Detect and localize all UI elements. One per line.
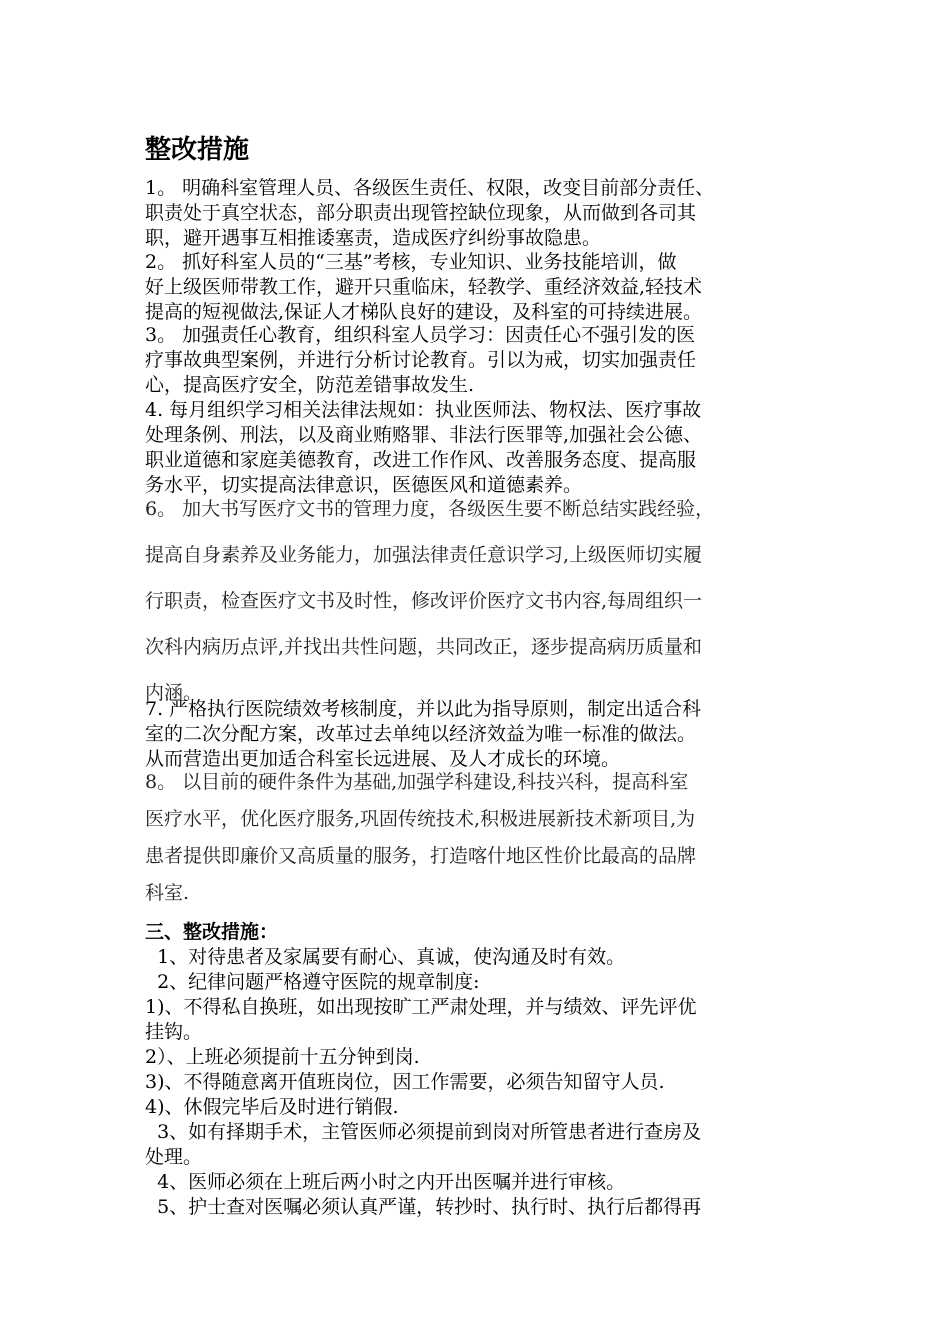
section-3-line: 处理。 [145, 1146, 203, 1168]
item-3-line: 疗事故典型案例，并进行分析讨论教育。引以为戒，切实加强责任 [145, 349, 697, 371]
item-7-paragraph [145, 697, 825, 772]
item-3-line: 心，提高医疗安全，防范差错事故发生. [145, 374, 475, 396]
item-4-line: 4. 每月组织学习相关法律法规如：执业医师法、物权法、医疗事故 [145, 399, 702, 421]
item-3-line: 3。 加强责任心教育，组织科室人员学习：因责任心不强引发的医 [145, 324, 696, 346]
item-6-line: 提高自身素养及业务能力，加强法律责任意识学习,上级医师切实履 [145, 544, 703, 566]
page-title: 整改措施 [145, 135, 250, 165]
item-1-line: 职责处于真空状态，部分职责出现管控缺位现象，从而做到各司其 [145, 202, 697, 224]
item-4-line: 处理条例、刑法，以及商业贿赂罪、非法行医罪等,加强社会公德、 [145, 424, 703, 446]
item-3-paragraph [145, 323, 825, 398]
item-1-paragraph [145, 176, 825, 251]
item-7-line: 7. 严格执行医院绩效考核制度，并以此为指导原则，制定出适合科 [145, 698, 702, 720]
item-2-paragraph [145, 250, 825, 325]
item-8-line: 患者提供即廉价又高质量的服务，打造喀什地区性价比最高的品牌 [145, 845, 697, 867]
section-3-line: 2、纪律问题严格遵守医院的规章制度: [145, 971, 480, 993]
section-3-line: 3、如有择期手术，主管医师必须提前到岗对所管患者进行查房及 [145, 1121, 702, 1143]
section-3-line: 1、对待患者及家属要有耐心、真诚，使沟通及时有效。 [145, 946, 626, 968]
section-3-line: 1)、不得私自换班，如出现按旷工严肃处理，并与绩效、评先评优 [145, 996, 697, 1018]
item-6-paragraph [145, 497, 825, 706]
item-6-line: 次科内病历点评,并找出共性问题，共同改正，逐步提高病历质量和 [145, 636, 703, 658]
item-2-line: 2。 抓好科室人员的“三基”考核，专业知识、业务技能培训，做 [145, 251, 677, 273]
item-8-line: 医疗水平，优化医疗服务,巩固传统技术,积极进展新技术新项目,为 [145, 808, 696, 830]
item-6-line: 6。 加大书写医疗文书的管理力度，各级医生要不断总结实践经验， [145, 498, 715, 520]
item-4-paragraph [145, 398, 825, 498]
section-3-line: 3)、不得随意离开值班岗位，因工作需要，必须告知留守人员. [145, 1071, 665, 1093]
section-3 [145, 920, 825, 1220]
item-1-line: 职，避开遇事互相推诿塞责，造成医疗纠纷事故隐患。 [145, 227, 602, 249]
section-3-line: 挂钩。 [145, 1021, 203, 1043]
section-3-line: 4、医师必须在上班后两小时之内开出医嘱并进行审核。 [145, 1171, 626, 1193]
section-3-line: 5、护士查对医嘱必须认真严谨，转抄时、执行时、执行后都得再 [145, 1196, 702, 1218]
item-6-line: 内涵。 [145, 682, 203, 704]
section-3-title: 三、整改措施： [145, 921, 279, 943]
item-6-line: 行职责，检查医疗文书及时性，修改评价医疗文书内容,每周组织一 [145, 590, 703, 612]
item-8-paragraph [145, 770, 825, 918]
item-2-line: 好上级医师带教工作，避开只重临床，轻教学、重经济效益,轻技术 [145, 276, 703, 298]
item-7-line: 从而营造出更加适合科室长远进展、及人才成长的环境。 [145, 748, 621, 770]
item-4-line: 职业道德和家庭美德教育，改进工作作风、改善服务态度、提高服 [145, 449, 697, 471]
item-1-line: 1。 明确科室管理人员、各级医生责任、权限，改变目前部分责任、 [145, 177, 715, 199]
item-2-line: 提高的短视做法,保证人才梯队良好的建设，及科室的可持续进展。 [145, 301, 703, 323]
item-7-line: 室的二次分配方案，改革过去单纯以经济效益为唯一标准的做法。 [145, 723, 697, 745]
item-8-line: 8。 以目前的硬件条件为基础,加强学科建设,科技兴科，提高科室 [145, 771, 689, 793]
item-8-line: 科室. [145, 882, 190, 904]
section-3-line: 4)、休假完毕后及时进行销假. [145, 1096, 399, 1118]
item-4-line: 务水平，切实提高法律意识，医德医风和道德素养。 [145, 474, 583, 496]
section-3-line: 2）、上班必须提前十五分钟到岗. [145, 1046, 420, 1068]
